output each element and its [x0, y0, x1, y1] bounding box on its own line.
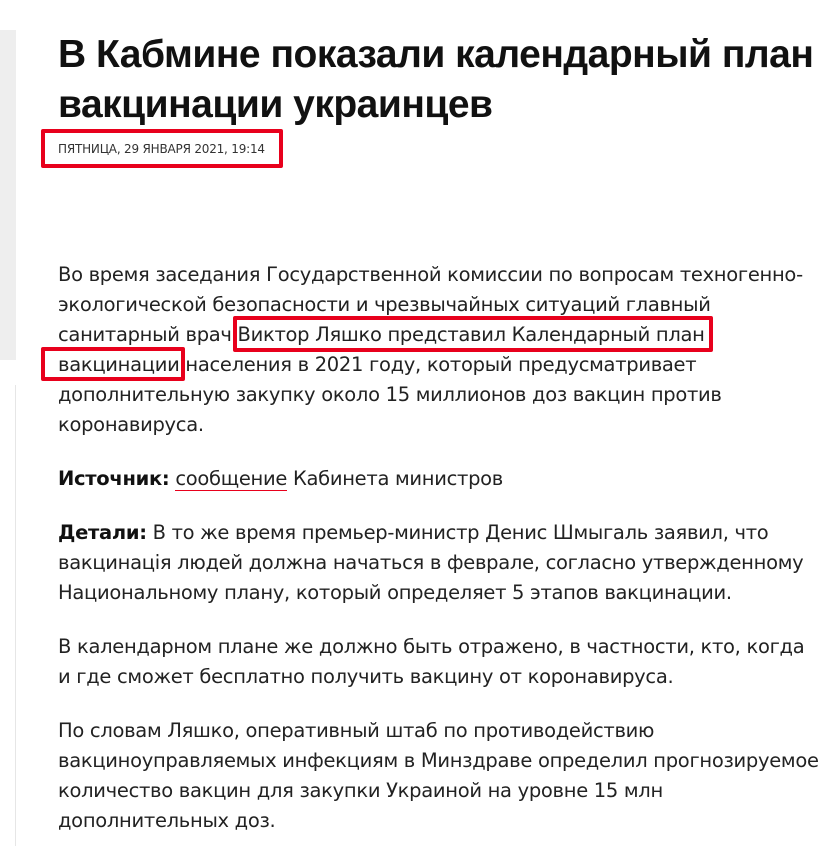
article-title: В Кабмине показали календарный план вакцинации украинцев	[58, 33, 814, 126]
intro-text-end: населения в 2021 году, который предусматривает дополнительную закупку около 15 миллионов доз вакцин против коронавируса.	[58, 353, 722, 436]
paragraph-lyashko: По словам Ляшко, оперативный штаб по противодействию вакциноуправляемых инфекциям в Минздраве определил прогнозируемое количество вакцин для закупки Украиной на уровне 15 млн дополнительных доз.	[58, 719, 819, 832]
details-label: Детали:	[58, 521, 147, 544]
article-body	[58, 260, 820, 860]
article	[58, 30, 828, 832]
source-text: Кабинета министров	[287, 467, 503, 490]
left-sidebar-panel	[0, 30, 16, 360]
article-date: ПЯТНИЦА, 29 ЯНВАРЯ 2021, 19:14	[58, 142, 265, 156]
paragraph-details	[58, 518, 820, 608]
paragraph-calendar: В календарном плане же должно быть отражено, в частности, кто, когда и где сможет бесплатно получить вакцину от коронавируса.	[58, 635, 805, 688]
intro-highlighted-text: Виктор Ляшко представил Календарный план вакцинации	[58, 323, 705, 376]
left-sidebar-divider	[0, 385, 16, 846]
source-label: Источник:	[58, 467, 170, 490]
paragraph-source	[58, 464, 820, 494]
details-text: В то же время премьер-министр Денис Шмыгаль заявил, что вакцинація людей должна начаться в феврале, согласно утвержденному Национальному плану, который определяет 5 этапов вакцинации.	[58, 521, 804, 604]
paragraph-intro	[58, 260, 820, 440]
intro-text-start: Во время заседания Государственной комиссии по вопросам техногенно-экологической безопасности и чрезвычайных ситуаций главный санитарный врач	[58, 263, 803, 346]
source-link[interactable]: сообщение	[175, 467, 288, 490]
